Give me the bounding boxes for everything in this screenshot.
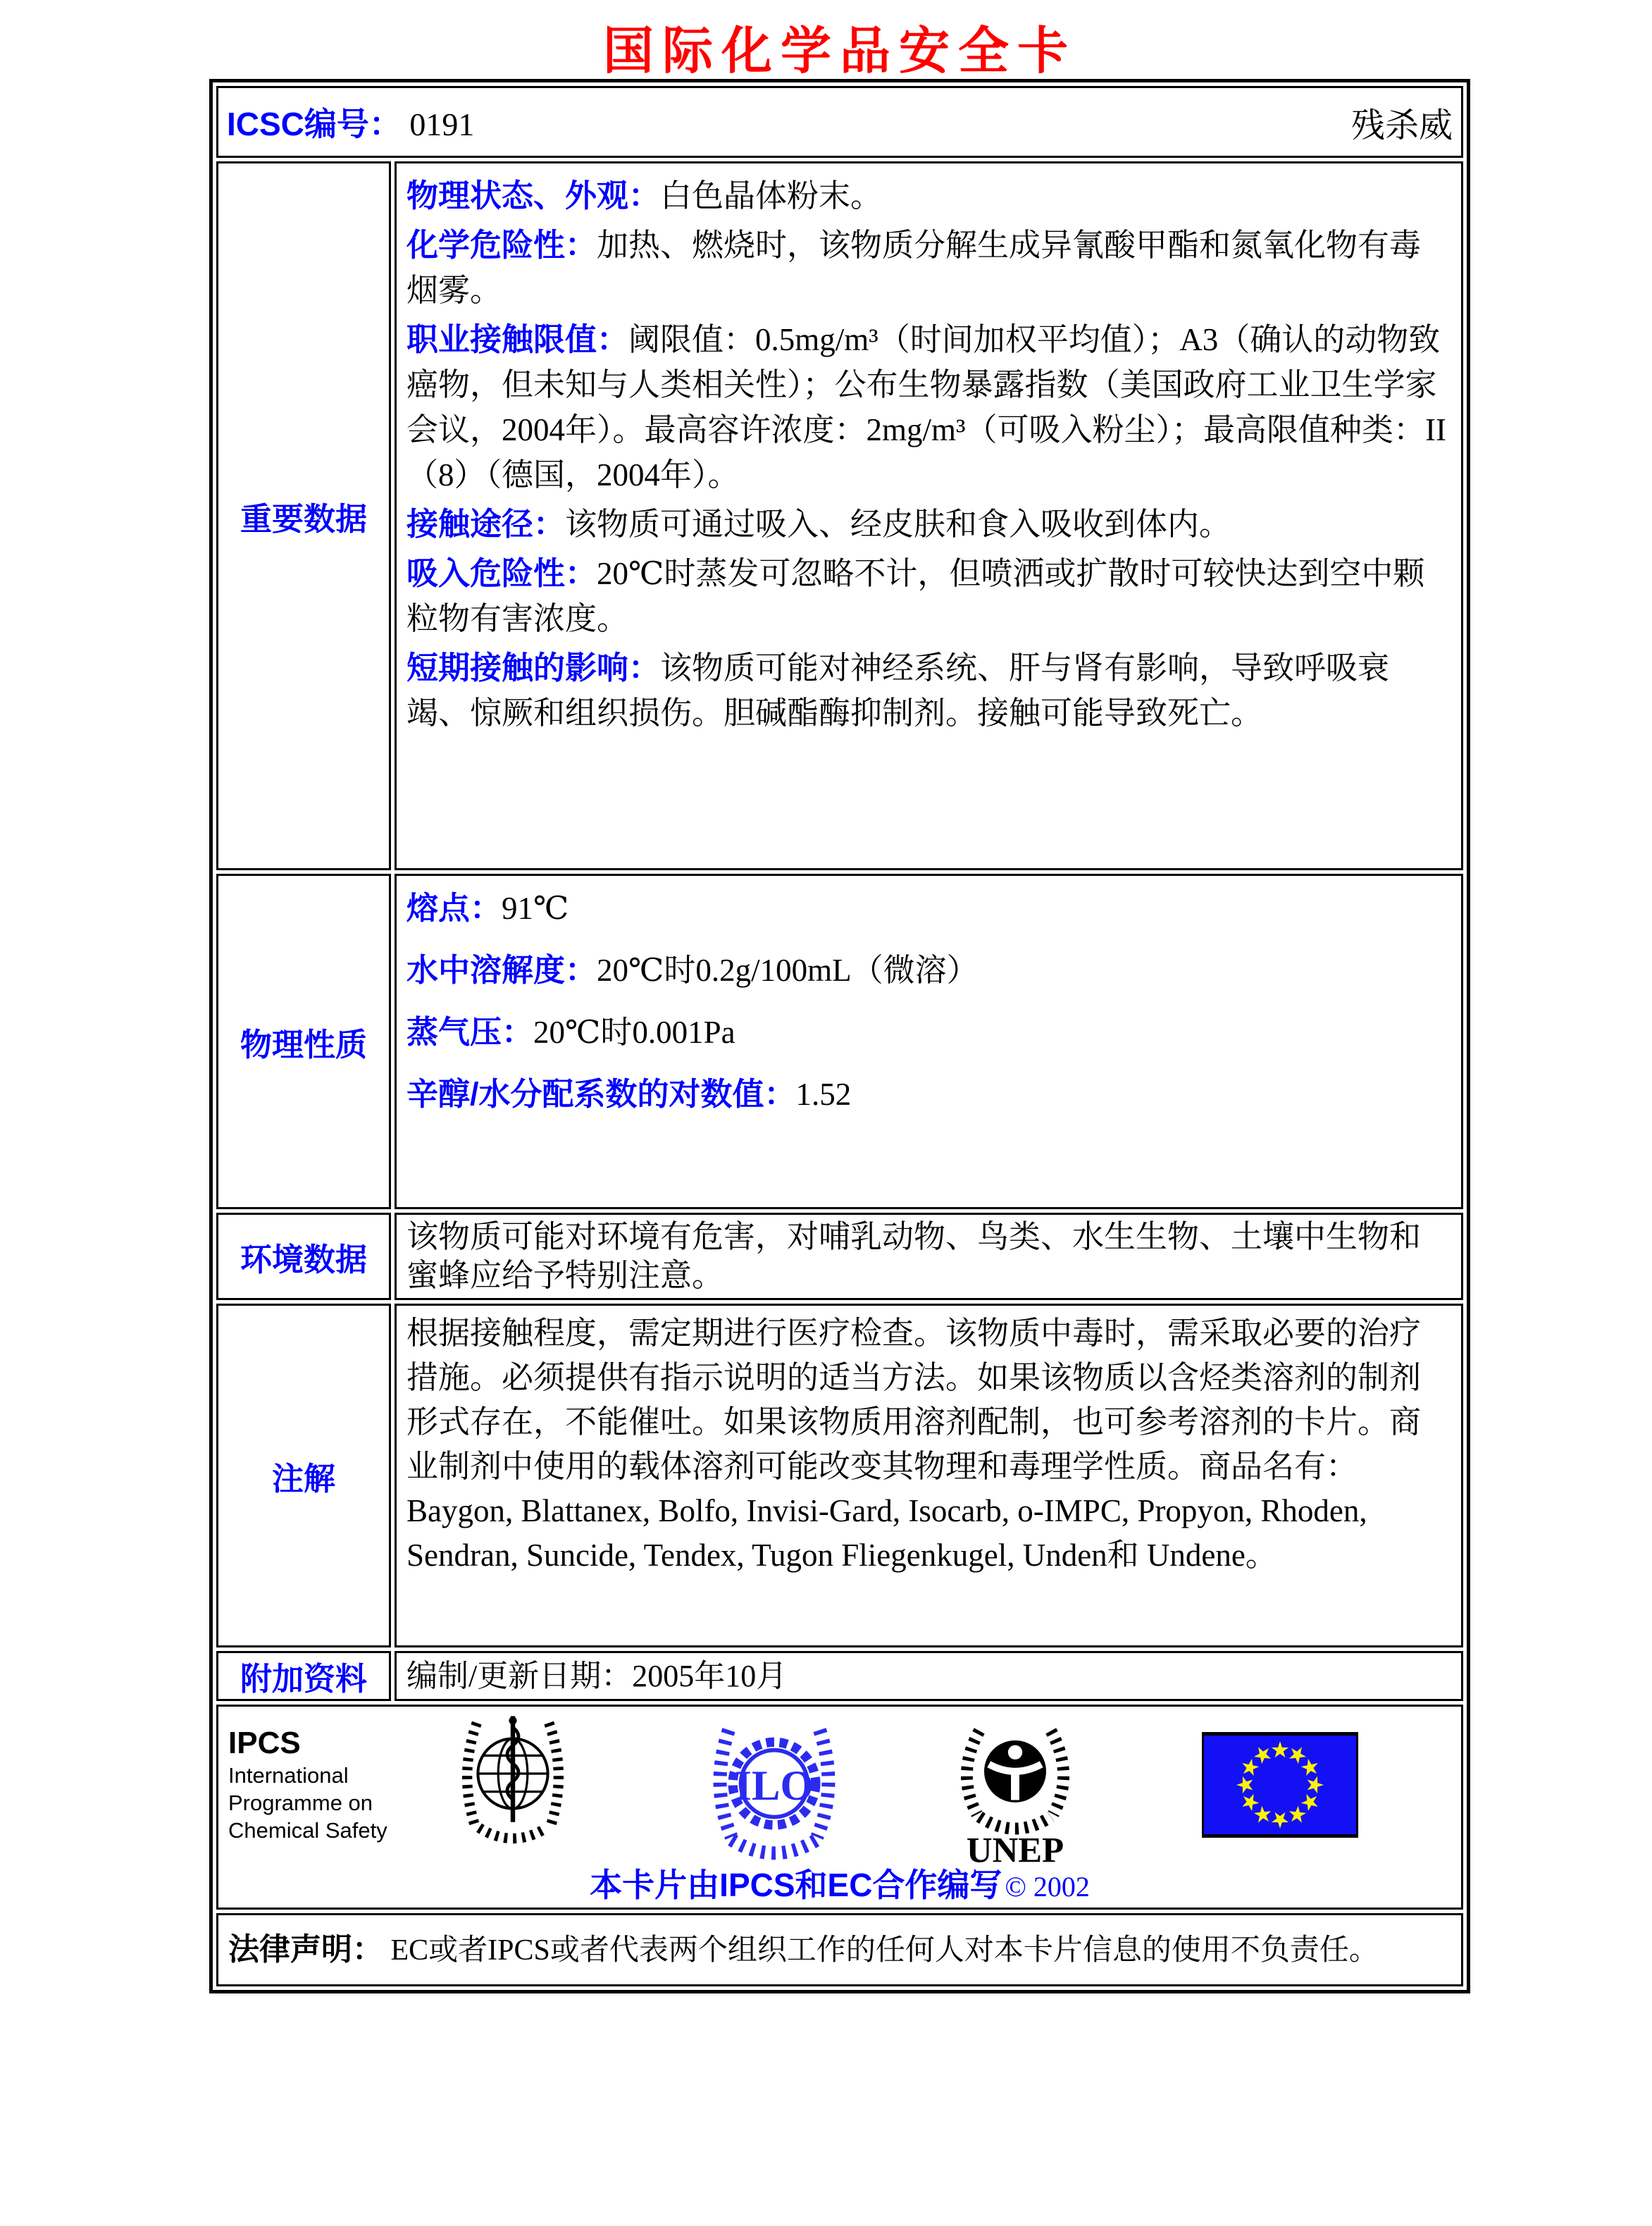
icsc-number-label: ICSC编号：	[227, 106, 402, 142]
field-label: 吸入危险性：	[406, 555, 597, 591]
notes-text: 根据接触程度，需定期进行医疗检查。该物质中毒时，需采取必要的治疗措施。必须提供有指示说明的适当方法。如果该物质以含烃类溶剂的制剂形式存在，不能催吐。如果该物质用溶剂配制，也可参考溶剂的卡片。商业制剂中使用的载体溶剂可能改变其物理和毒理学性质。商品名有：Baygon, Blattanex, Bolfo, Invisi-Gard, Isocarb, o-IMPC, Propyon, Rhoden, Sendran, Suncide, Tendex, Tugon Fliegenkugel, Unden和 Undene。	[406, 1316, 1422, 1573]
section-title-physical-properties: 物理性质	[240, 1026, 367, 1063]
notes-label-cell	[216, 1304, 391, 1647]
legal-notice-row	[216, 1913, 1463, 1986]
physical-property-item	[406, 948, 1448, 993]
ilo-letters: ILO	[735, 1762, 814, 1810]
field-value: 加热、燃烧时，该物质分解生成异氰酸甲酯和氮氧化物有毒烟雾。	[406, 228, 1422, 308]
ipcs-line3: Chemical Safety	[228, 1818, 387, 1843]
field-value: 阈限值：0.5mg/m³（时间加权平均值）；A3（确认的动物致癌物，但未知与人类相关性）；公布生物暴露指数（美国政府工业卫生学家会议，2004年）。最高容许浓度：2mg/m³（可吸入粉尘）；最高限值种类：II（8）（德国，2004年）。	[406, 322, 1446, 493]
field-value: 该物质可通过吸入、经皮肤和食入吸收到体内。	[565, 507, 1231, 542]
ipcs-abbr: IPCS	[228, 1726, 301, 1760]
additional-info-text	[406, 1659, 1451, 1694]
field-value: 该物质可能对神经系统、肝与肾有影响，导致呼吸衰竭、惊厥和组织损伤。胆碱酯酶抑制剂。接触可能导致死亡。	[406, 650, 1390, 731]
additional-info-label-cell	[216, 1651, 391, 1701]
important-data-item	[406, 317, 1448, 497]
who-logo-icon	[457, 1711, 569, 1862]
notes-content-cell	[395, 1304, 1463, 1647]
unep-logo-icon	[955, 1717, 1075, 1875]
field-label: 化学危险性：	[406, 227, 597, 263]
important-data-label-cell	[216, 161, 391, 870]
important-data-item	[406, 502, 1448, 547]
important-data-item	[406, 173, 1448, 218]
credit-copyright: © 2002	[1005, 1871, 1090, 1903]
field-label: 短期接触的影响：	[406, 650, 661, 686]
ilo-logo-icon	[707, 1719, 841, 1867]
environmental-data-text: 该物质可能对环境有危害，对哺乳动物、鸟类、水生生物、土壤中生物和蜜蜂应给予特别注意。	[406, 1219, 1422, 1293]
important-data-content-cell	[395, 161, 1463, 870]
credit-text: 本卡片由IPCS和EC合作编写	[590, 1867, 1002, 1903]
legal-notice-text: EC或者IPCS或者代表两个组织工作的任何人对本卡片信息的使用不负责任。	[390, 1934, 1379, 1967]
field-label: 蒸气压：	[406, 1014, 534, 1050]
section-title-notes: 注解	[271, 1460, 335, 1497]
icsc-number-value: 0191	[409, 106, 475, 142]
field-value: 2005年10月	[632, 1658, 788, 1693]
field-value: 1.52	[795, 1077, 852, 1112]
field-value: 20℃时0.2g/100mL（微溶）	[597, 953, 979, 988]
environmental-data-label-cell	[216, 1213, 391, 1300]
environmental-data-content-cell	[395, 1213, 1463, 1300]
field-value: 91℃	[502, 891, 569, 926]
physical-property-item	[406, 1010, 1448, 1055]
field-label: 辛醇/水分配系数的对数值：	[406, 1076, 796, 1112]
section-title-additional-info: 附加资料	[240, 1661, 367, 1697]
field-label: 熔点：	[406, 890, 502, 926]
ipcs-line2: Programme on	[228, 1791, 373, 1815]
field-label: 编制/更新日期：	[406, 1658, 633, 1693]
field-value: 20℃时蒸发可忽略不计，但喷洒或扩散时可较快达到空中颗粒物有害浓度。	[406, 556, 1425, 636]
legal-notice-label: 法律声明：	[228, 1931, 383, 1967]
icsc-number-row	[216, 86, 1463, 158]
section-title-important-data: 重要数据	[240, 500, 367, 537]
important-data-item	[406, 551, 1448, 641]
physical-property-item	[406, 1072, 1448, 1117]
field-label: 接触途径：	[406, 506, 566, 542]
field-label: 物理状态、外观：	[406, 178, 661, 214]
additional-info-content-cell	[395, 1651, 1463, 1701]
icsc-number-group	[227, 99, 474, 145]
logos-row	[216, 1705, 1463, 1910]
physical-properties-content-cell	[395, 874, 1463, 1209]
physical-property-item	[406, 886, 1448, 931]
important-data-item	[406, 645, 1448, 736]
ipcs-text-block	[228, 1725, 387, 1844]
field-label: 职业接触限值：	[406, 321, 629, 357]
eu-flag-icon	[1202, 1732, 1358, 1838]
ipcs-line1: International	[228, 1763, 349, 1788]
section-title-environmental-data: 环境数据	[240, 1241, 367, 1278]
field-label: 水中溶解度：	[406, 952, 597, 988]
credit-line	[218, 1860, 1461, 1906]
page-title: 国际化学品安全卡	[602, 23, 1076, 80]
icsc-table	[209, 79, 1470, 1993]
field-value: 20℃时0.001Pa	[533, 1015, 735, 1050]
unep-letters: UNEP	[966, 1830, 1064, 1870]
field-value: 白色晶体粉末。	[660, 178, 883, 214]
chemical-name: 残杀威	[1350, 106, 1453, 144]
important-data-item	[406, 223, 1448, 313]
physical-properties-label-cell	[216, 874, 391, 1209]
